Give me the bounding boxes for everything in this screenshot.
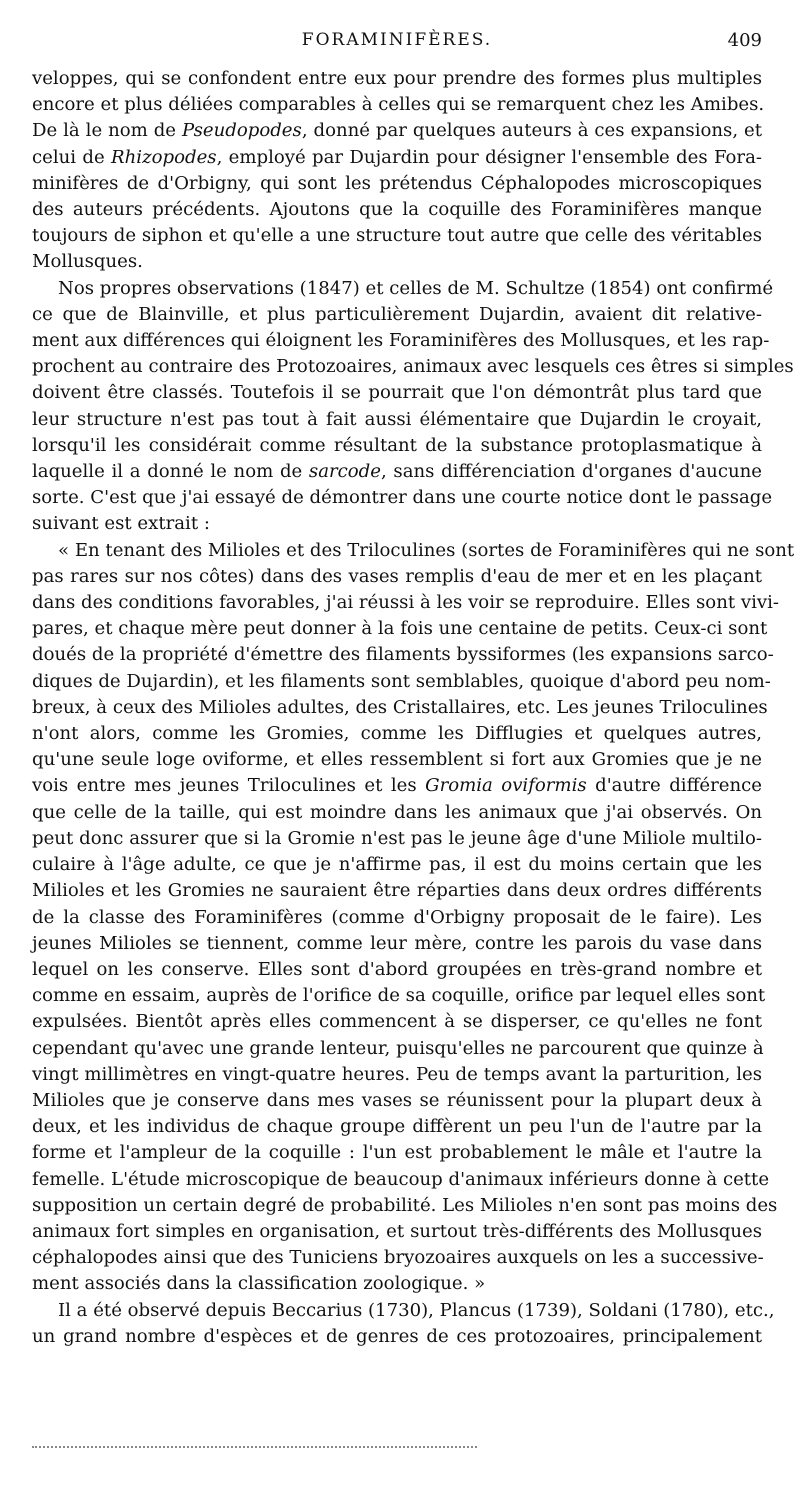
text-line: doués de la propriété d'émettre des filaments byssiformes (les expansions sarco- [32,644,774,666]
text-line: ce que de Blainville, et plus particulièrement Dujardin, avaient dit relative- [32,303,762,325]
text-line: minifères de d'Orbigny, qui sont les prétendus Céphalopodes microscopiques [32,172,762,194]
text-line: culaire à l'âge adulte, ce que je n'affirme pas, il est du moins certain que les [32,854,762,876]
text-line: céphalopodes ainsi que des Tuniciens bryozoaires auxquels on les a successive- [32,1247,764,1269]
text-line: expulsées. Bientôt après elles commencent à se disperser, ce qu'elles ne font [32,1011,762,1033]
text-line: qu'une seule loge oviforme, et elles ressemblent si fort aux Gromies que je ne [32,749,762,771]
text-line: ment associés dans la classification zoologique. » [32,1273,486,1295]
text-line: un grand nombre d'espèces et de genres de ces protozoaires, principalement [32,1325,762,1347]
text-line: forme et l'ampleur de la coquille : l'un est probablement le mâle et l'autre la [32,1142,762,1164]
text-line: vingt millimètres en vingt-quatre heures. Peu de temps avant la parturition, les [32,1063,762,1085]
text-line: Mollusques. [32,251,143,273]
text-line: vois entre mes jeunes Triloculines et les Gromia oviformis d'autre différence [32,775,762,797]
text-line: Il a été observé depuis Beccarius (1730), Plancus (1739), Soldani (1780), etc., [58,1299,775,1321]
text-line: pas rares sur nos côtes) dans des vases remplis d'eau de mer et en les plaçant [32,565,762,587]
page-number: 409 [727,30,762,51]
text-line: Nos propres observations (1847) et celles de M. Schultze (1854) ont confirmé [58,277,774,299]
text-line: pares, et chaque mère peut donner à la fois une centaine de petits. Ceux-ci sont [32,618,768,640]
text-line: veloppes, qui se confondent entre eux pour prendre des formes plus multiples [32,68,762,89]
text-line: dans des conditions favorables, j'ai réussi à les voir se reproduire. Elles sont vivi- [32,592,780,614]
text-line: celui de Rhizopodes, employé par Dujardin pour désigner l'ensemble des Fora- [32,146,762,168]
text-line: que celle de la taille, qui est moindre dans les animaux que j'ai observés. On [32,801,762,823]
text-line: lequel on les conserve. Elles sont d'abord groupées en très-grand nombre et [32,958,762,980]
text-line: leur structure n'est pas tout à fait aussi élémentaire que Dujardin le croyait, [32,408,762,430]
body-text [32,66,795,1350]
text-line: comme en essaim, auprès de l'orifice de sa coquille, orifice par lequel elles sont [32,985,766,1007]
running-title: FORAMINIFÈRES. [301,30,493,50]
text-line: encore et plus déliées comparables à celles qui se remarquent chez les Amibes. [32,94,765,116]
text-line: diques de Dujardin), et les filaments sont semblables, quoique d'abord peu nom- [32,670,771,692]
text-line: animaux fort simples en organisation, et surtout très-différents des Mollusques [32,1220,762,1242]
text-line: ment aux différences qui éloignent les Foraminifères des Mollusques, et les rap- [32,330,770,352]
text-line: Milioles que je conserve dans mes vases se réunissent pour la plupart deux à [32,1089,762,1111]
text-line: sorte. C'est que j'ai essayé de démontrer dans une courte notice dont le passage [32,487,773,509]
text-line: cependant qu'avec une grande lenteur, puisqu'elles ne parcourent que quinze à [32,1037,764,1059]
text-line: suivant est extrait : [32,513,210,535]
text-line: Milioles et les Gromies ne sauraient être réparties dans deux ordres différents [32,880,762,902]
text-line: jeunes Milioles se tiennent, comme leur mère, contre les parois du vase dans [32,932,762,954]
text-line: des auteurs précédents. Ajoutons que la coquille des Foraminifères manque [32,199,762,221]
text-line: breux, à ceux des Milioles adultes, des Cristallaires, etc. Les jeunes Triloculines [32,696,768,718]
text-line: lorsqu'il les considérait comme résultant de la substance protoplasmatique à [32,434,762,456]
text-line: peut donc assurer que si la Gromie n'est pas le jeune âge d'une Miliole multilo- [32,827,762,849]
text-line: laquelle il a donné le nom de sarcode, sans différenciation d'organes d'aucune [32,461,762,483]
text-line: prochent au contraire des Protozoaires, animaux avec lesquels ces êtres si simples [32,356,794,378]
text-line: de la classe des Foraminifères (comme d'Orbigny proposait de le faire). Les [32,906,762,928]
text-line: De là le nom de Pseudopodes, donné par quelques auteurs à ces expansions, et [32,120,762,142]
text-line: toujours de siphon et qu'elle a une structure tout autre que celle des véritables [32,225,762,247]
footer-rule [32,1446,477,1448]
text-line: deux, et les individus de chaque groupe diffèrent un peu l'un de l'autre par la [32,1116,762,1138]
text-line: supposition un certain degré de probabilité. Les Milioles n'en sont pas moins des [32,1194,778,1216]
text-line: « En tenant des Milioles et des Triloculines (sortes de Foraminifères qui ne sont [58,539,795,561]
text-line: doivent être classés. Toutefois il se pourrait que l'on démontrât plus tard que [32,382,762,404]
text-line: n'ont alors, comme les Gromies, comme les Difflugies et quelques autres, [32,723,762,745]
page-header [32,30,762,60]
text-line: femelle. L'étude microscopique de beaucoup d'animaux inférieurs donne à cette [32,1168,770,1190]
